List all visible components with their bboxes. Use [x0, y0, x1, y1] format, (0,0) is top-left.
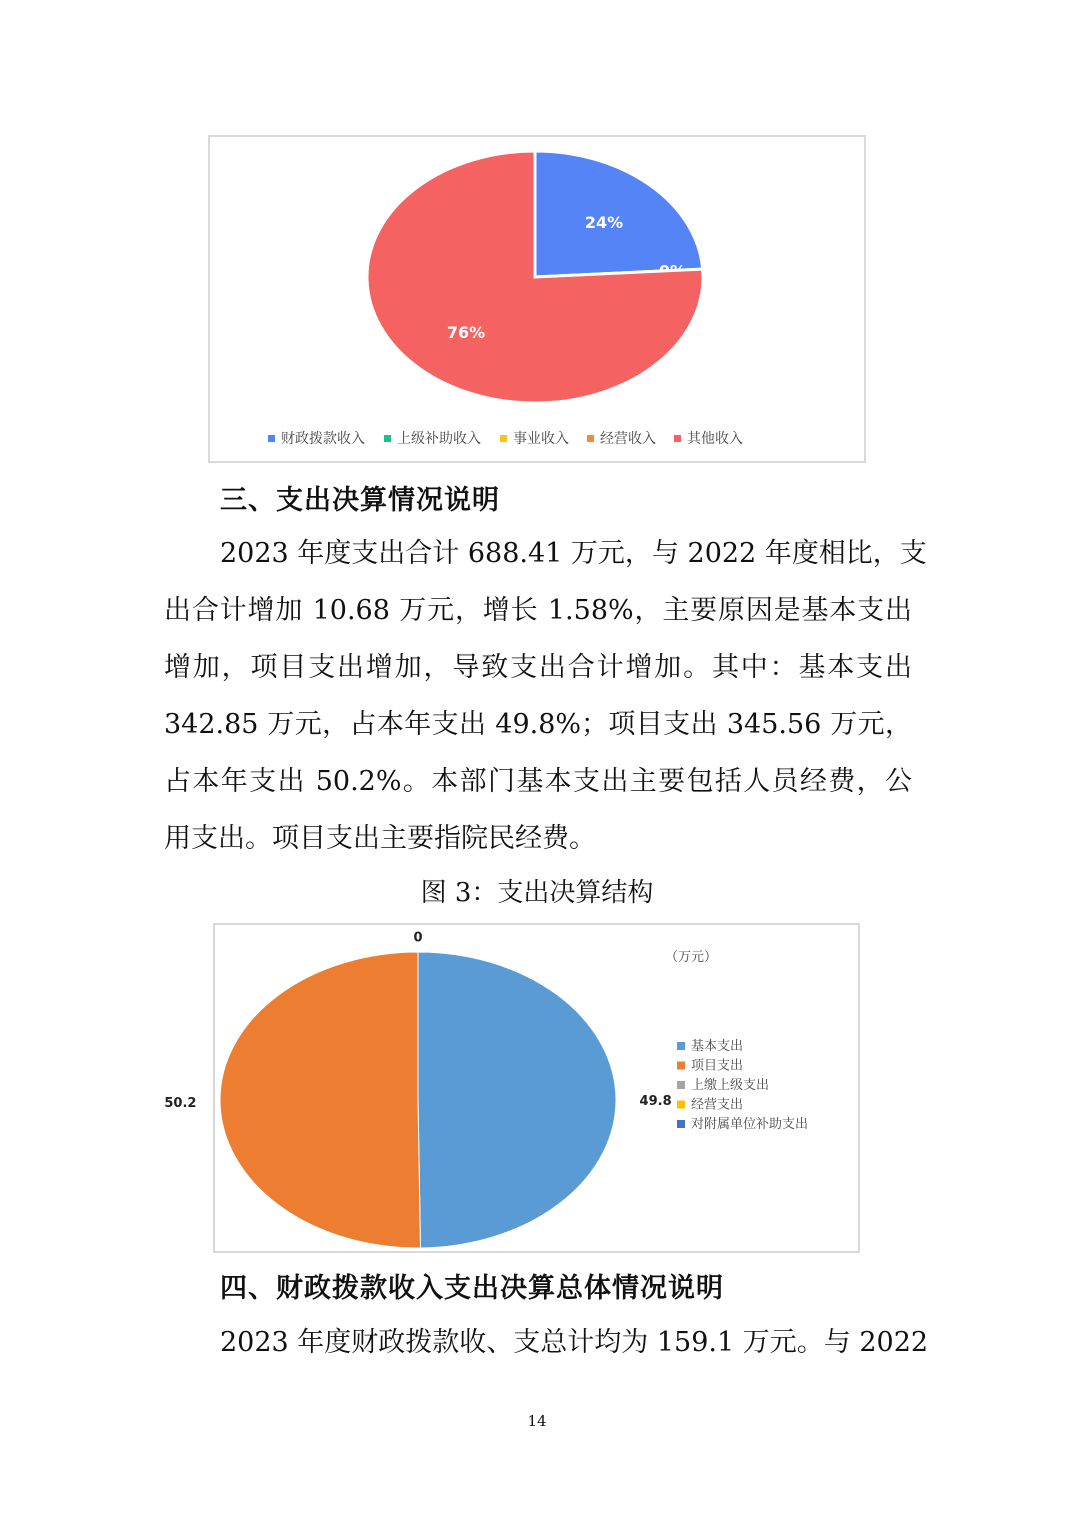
expenditure-legend-swatch	[677, 1120, 685, 1128]
page-number: 14	[527, 1412, 547, 1430]
section3-paragraph	[164, 525, 927, 867]
expenditure-slice-0	[418, 952, 616, 1248]
income-legend-swatch	[674, 435, 681, 442]
paragraph-line: 2023 年度财政拨款收、支总计均为 159.1 万元。与 2022	[220, 1327, 929, 1358]
expenditure-data-label-1: 50.2	[164, 1096, 197, 1112]
expenditure-data-label-2: 0	[413, 930, 423, 946]
section4-paragraph	[164, 1314, 929, 1371]
expenditure-legend-label: 项目支出	[691, 1058, 744, 1074]
income-data-label-4: 76%	[446, 323, 486, 343]
paragraph-line: 出合计增加 10.68 万元，增长 1.58%，主要原因是基本支出	[164, 595, 912, 626]
paragraph-line: 用支出。项目支出主要指院民经费。	[164, 823, 596, 854]
expenditure-legend-label: 基本支出	[691, 1039, 744, 1054]
expenditure-legend-label: 经营支出	[691, 1097, 744, 1113]
income-pie-svg	[210, 137, 864, 461]
figure3-caption: 图 3：支出决算结构	[420, 878, 654, 908]
expenditure-legend-label: 上缴上级支出	[691, 1078, 770, 1093]
expenditure-pie-chart	[164, 923, 860, 1253]
income-legend-label: 上级补助收入	[397, 431, 481, 447]
expenditure-pie-svg	[164, 925, 858, 1251]
expenditure-legend-swatch	[677, 1081, 685, 1089]
expenditure-legend-swatch	[677, 1101, 685, 1109]
income-pie-chart	[208, 135, 866, 463]
income-legend-swatch	[384, 435, 391, 442]
income-legend-swatch	[587, 435, 594, 442]
paragraph-line: 2023 年度支出合计 688.41 万元，与 2022 年度相比，支	[220, 538, 927, 569]
income-legend-swatch	[268, 435, 275, 442]
expenditure-slice-1	[220, 952, 420, 1248]
paragraph-line: 342.85 万元，占本年支出 49.8%；项目支出 345.56 万元，	[164, 709, 912, 740]
paragraph-line: 占本年支出 50.2%。本部门基本支出主要包括人员经费，公	[164, 766, 912, 797]
paragraph-line: 增加，项目支出增加，导致支出合计增加。其中：基本支出	[164, 652, 912, 683]
income-legend-label: 财政拨款收入	[281, 431, 365, 447]
income-legend-label: 事业收入	[513, 431, 569, 447]
expenditure-legend-label: 对附属单位补助支出	[691, 1117, 809, 1132]
income-legend-swatch	[500, 435, 507, 442]
income-legend-label: 经营收入	[600, 431, 656, 447]
income-data-label-0: 24%	[584, 212, 624, 232]
section3-heading: 三、支出决算情况说明	[220, 485, 500, 516]
section4-heading: 四、财政拨款收入支出决算总体情况说明	[220, 1273, 724, 1304]
expenditure-unit-label: （万元）	[665, 950, 718, 965]
expenditure-data-label-0: 49.8	[639, 1093, 672, 1109]
expenditure-legend-swatch	[677, 1062, 685, 1070]
income-legend-label: 其他收入	[687, 431, 743, 447]
expenditure-legend-swatch	[677, 1042, 685, 1050]
